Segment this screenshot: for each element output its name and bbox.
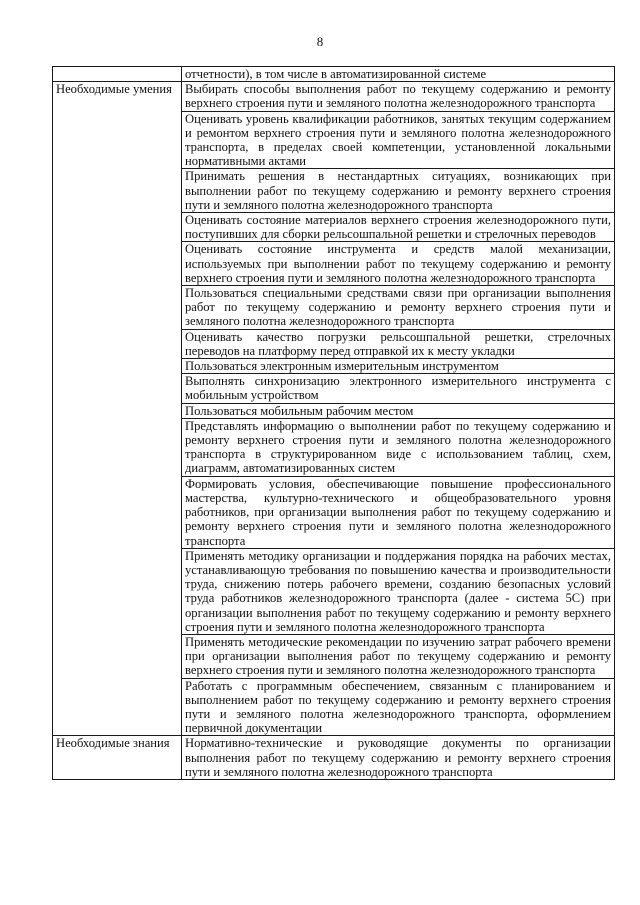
section-label-skills: Необходимые умения xyxy=(53,82,182,111)
row-label xyxy=(53,403,182,418)
row-text: Оценивать состояние материалов верхнего строения железнодорожного пути, поступивших для сборки рельсошпальной решетки и стрелочных переводов xyxy=(182,213,615,242)
table-row xyxy=(53,242,615,286)
table-row xyxy=(53,329,615,358)
table-row xyxy=(53,678,615,736)
table-row xyxy=(53,634,615,678)
row-label xyxy=(53,418,182,476)
requirements-table xyxy=(52,66,615,780)
row-text: Выбирать способы выполнения работ по текущему содержанию и ремонту верхнего строения пути и земляного полотна железнодорожного транспорта xyxy=(182,82,615,111)
row-text: Выполнять синхронизацию электронного измерительного инструмента с мобильным устройством xyxy=(182,374,615,403)
section-label-knowledge: Необходимые знания xyxy=(53,736,182,780)
row-text: Пользоваться мобильным рабочим местом xyxy=(182,403,615,418)
row-label xyxy=(53,286,182,330)
table-row xyxy=(53,286,615,330)
row-label xyxy=(53,476,182,548)
row-label xyxy=(53,169,182,213)
row-label xyxy=(53,634,182,678)
row-text: отчетности), в том числе в автоматизированной системе xyxy=(182,67,615,82)
row-label xyxy=(53,213,182,242)
table-row xyxy=(53,418,615,476)
row-label xyxy=(53,359,182,374)
table-row xyxy=(53,476,615,548)
row-text: Представлять информацию о выполнении работ по текущему содержанию и ремонту верхнего строения пути и земляного полотна железнодорожного транспорта в структурированном виде с использованием таблиц, схем, диаграмм, автоматизированных систем xyxy=(182,418,615,476)
table-row xyxy=(53,548,615,634)
row-label xyxy=(53,678,182,736)
table-row xyxy=(53,67,615,82)
row-text: Принимать решения в нестандартных ситуациях, возникающих при выполнении работ по текущему содержанию и ремонту верхнего строения пути и земляного полотна железнодорожного транспорта xyxy=(182,169,615,213)
table-row xyxy=(53,359,615,374)
row-label xyxy=(53,329,182,358)
table-row xyxy=(53,82,615,111)
row-label xyxy=(53,374,182,403)
row-text: Пользоваться специальными средствами связи при организации выполнения работ по текущему содержанию и ремонту верхнего строения пути и земляного полотна железнодорожного транспорта xyxy=(182,286,615,330)
row-text: Работать с программным обеспечением, связанным с планированием и выполнением работ по текущему содержанию и ремонту верхнего строения пути и земляного полотна железнодорожного транспорта, оформлением первичной документации xyxy=(182,678,615,736)
page-number: 8 xyxy=(316,34,324,49)
row-text: Формировать условия, обеспечивающие повышение профессионального мастерства, культурно-технического и общеобразовательного уровня работников, при организации выполнения работ по текущему содержанию и ремонту верхнего строения пути и земляного полотна железнодорожного транспорта xyxy=(182,476,615,548)
row-label xyxy=(53,548,182,634)
row-text: Оценивать уровень квалификации работников, занятых текущим содержанием и ремонтом верхнего строения пути и земляного полотна железнодорожного транспорта, в пределах своей компетенции, установленной локальными нормативными актами xyxy=(182,111,615,169)
row-label xyxy=(53,242,182,286)
table-row xyxy=(53,169,615,213)
row-text: Пользоваться электронным измерительным инструментом xyxy=(182,359,615,374)
table-row xyxy=(53,736,615,780)
row-text: Оценивать состояние инструмента и средств малой механизации, используемых при выполнении работ по текущему содержанию и ремонту верхнего строения пути и земляного полотна железнодорожного транспорта xyxy=(182,242,615,286)
table-row xyxy=(53,403,615,418)
table-row xyxy=(53,374,615,403)
row-text: Оценивать качество погрузки рельсошпальной решетки, стрелочных переводов на платформу перед отправкой их к месту укладки xyxy=(182,329,615,358)
table-row xyxy=(53,213,615,242)
row-text: Нормативно-технические и руководящие документы по организации выполнения работ по текущему содержанию и ремонту верхнего строения пути и земляного полотна железнодорожного транспорта xyxy=(182,736,615,780)
row-text: Применять методические рекомендации по изучению затрат рабочего времени при организации выполнения работ по текущему содержанию и ремонту верхнего строения пути и земляного полотна железнодорожного транспорта xyxy=(182,634,615,678)
row-label xyxy=(53,111,182,169)
row-text: Применять методику организации и поддержания порядка на рабочих местах, устанавливающую требования по повышению качества и производительности труда, снижению потерь рабочего времени, созданию безопасных условий труда работников железнодорожного транспорта (далее - система 5С) при организации выполнения работ по текущему содержанию и ремонту верхнего строения пути и земляного полотна железнодорожного транспорта xyxy=(182,548,615,634)
row-label xyxy=(53,67,182,82)
table-row xyxy=(53,111,615,169)
